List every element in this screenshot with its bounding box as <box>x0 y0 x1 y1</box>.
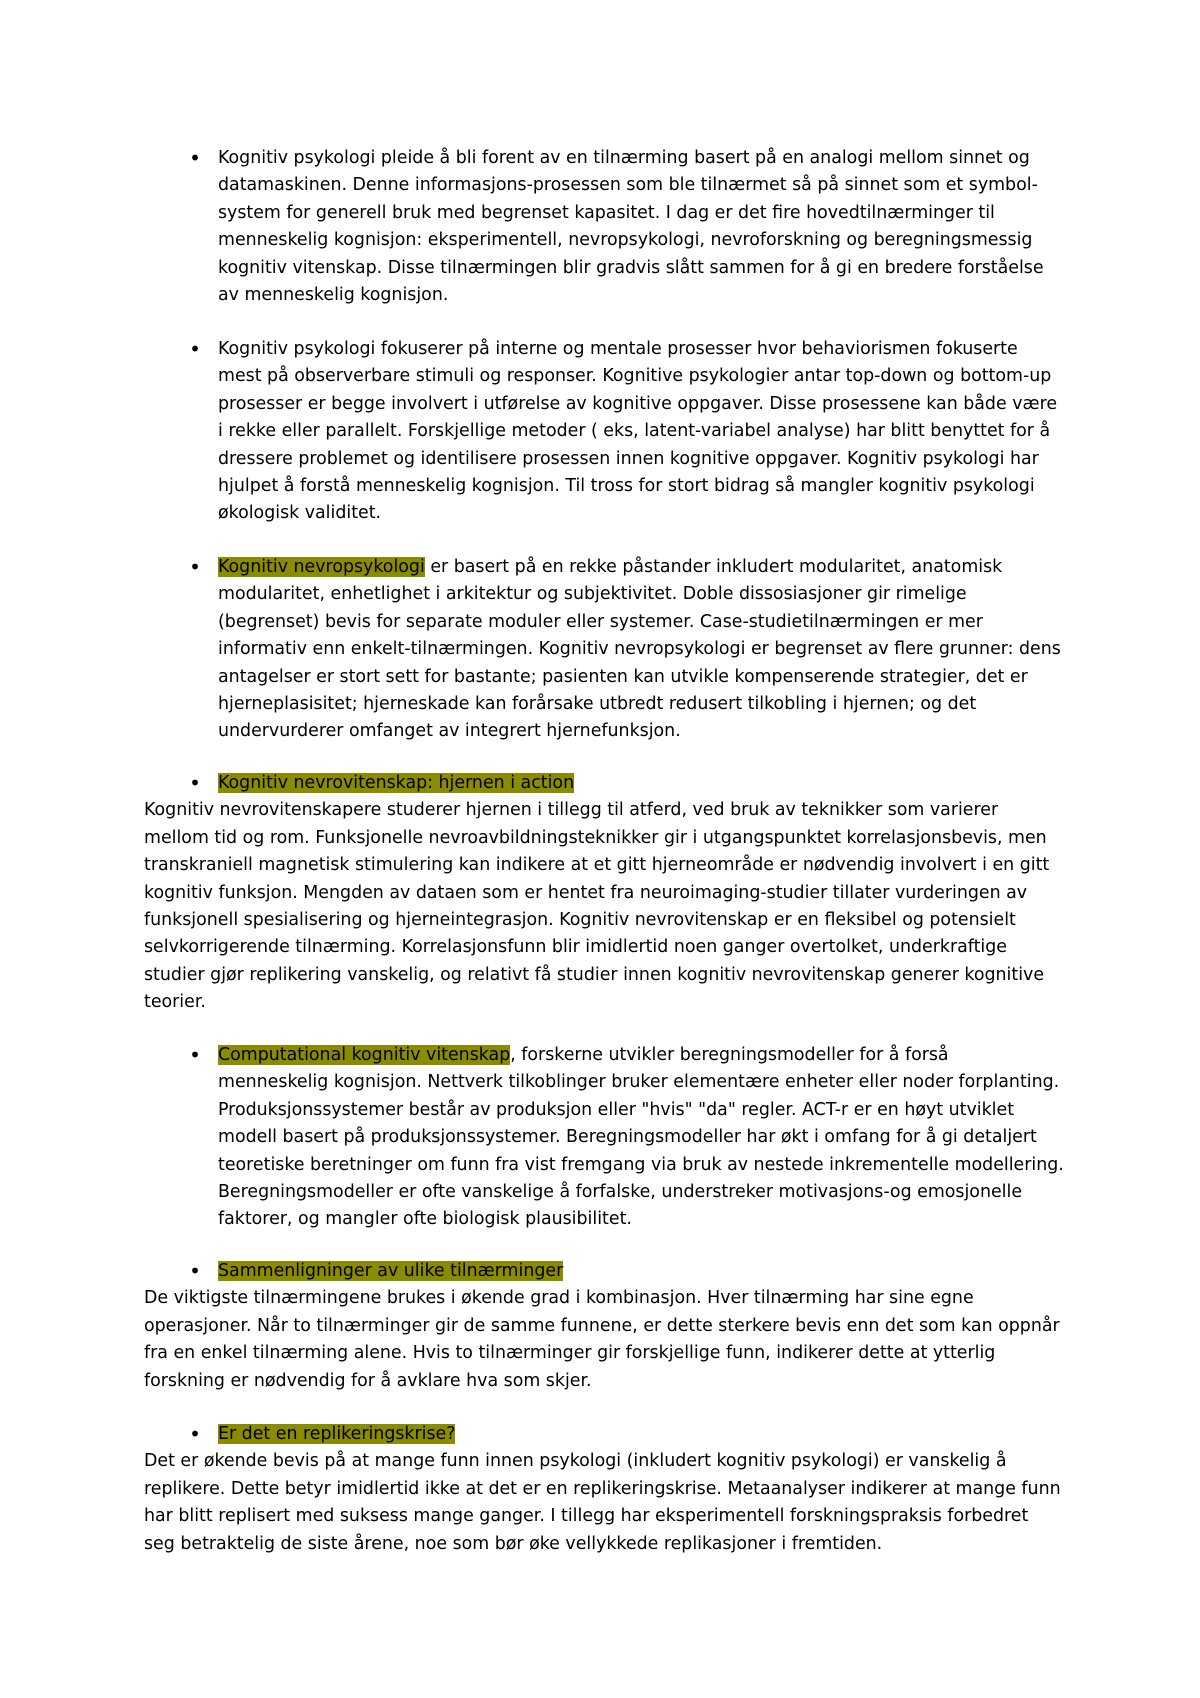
section-cognitive-neuropsychology <box>144 554 1064 746</box>
list-item-heading <box>144 1421 1064 1448</box>
paragraph-text: Kognitiv nevrovitenskapere studerer hjernen i tillegg til atferd, ved bruk av teknikker som varierer mellom tid og rom. Funksjonelle nevroavbildningsteknikker gir i utgangspunktet korrelasjonsbevis, men transkraniell magnetisk stimulering kan indikere at et gitt hjerneområde er nødvendig involvert i en gitt kognitiv funksjon. Mengden av dataen som er hentet fra neuroimaging-studier tillater vurderingen av funksjonell spesialisering og hjerneintegrasjon. Kognitiv nevrovitenskap er en fleksibel og potensielt selvkorrigerende tilnærming. Korrelasjonsfunn blir imidlertid noen ganger overtolket, underkraftige studier gjør replikering vanskelig, og relativt få studier innen kognitiv nevrovitenskap generer kognitive teorier. <box>144 800 1050 1013</box>
section-comparisons <box>144 1258 1064 1395</box>
paragraph-text: er basert på en rekke påstander inkludert modularitet, anatomisk modularitet, enhetlighet i arkitektur og subjektivitet. Doble dissosiasjoner gir rimelige (begrenset) bevis for separate moduler eller systemer. Case-studietilnærmingen er mer informativ enn enkelt-tilnærmingen. Kognitiv nevropsykologi er begrenset av flere grunner: dens antagelser er stort sett for bastante; pasienten kan utvikle kompenserende strategier, det er hjerneplasisitet; hjerneskade kan forårsake utbredt redusert tilkobling i hjernen; og det undervurderer omfanget av integrert hjernefunksjon. <box>218 557 1061 742</box>
list-item <box>144 554 1064 746</box>
section-heading: Er det en replikeringskrise? <box>218 1424 456 1444</box>
bullet-icon: • <box>189 771 201 795</box>
list-item <box>144 145 1064 309</box>
section-heading: Kognitiv nevrovitenskap: hjernen i action <box>218 773 575 793</box>
list-item-heading <box>144 770 1064 797</box>
section-computational-cognitive-science <box>144 1042 1064 1234</box>
highlighted-term: Computational kognitiv vitenskap <box>218 1045 511 1065</box>
bullet-icon: • <box>189 146 201 170</box>
paragraph-text: De viktigste tilnærmingene brukes i økende grad i kombinasjon. Hver tilnærming har sine egne operasjoner. Når to tilnærminger gir de samme funnene, er dette sterkere bevis enn det som kan oppnår fra en enkel tilnærming alene. Hvis to tilnærminger gir forskjellige funn, indikerer dette at ytterlig forskning er nødvendig for å avklare hva som skjer. <box>144 1288 1060 1391</box>
paragraph-text: Det er økende bevis på at mange funn innen psykologi (inkludert kognitiv psykologi) er vanskelig å replikere. Dette betyr imidlertid ikke at det er en replikeringskrise. Metaanalyser indikerer at mange funn har blitt replisert med suksess mange ganger. I tillegg har eksperimentell forskningspraksis forbedret seg betraktelig de siste årene, noe som bør øke vellykkede replikasjoner i fremtiden. <box>144 1451 1061 1554</box>
paragraph-text: Kognitiv psykologi fokuserer på interne og mentale prosesser hvor behaviorismen fokuserte mest på observerbare stimuli og responser. Kognitive psykologier antar top-down og bottom-up prosesser er begge involvert i utførelse av kognitive oppgaver. Disse prosessene kan både være i rekke eller parallelt. Forskjellige metoder ( eks, latent-variabel analyse) har blitt benyttet for å dressere problemet og identilisere prosessen innen kognitive oppgaver. Kognitiv psykologi har hjulpet å forstå menneskelig kognisjon. Til tross for stort bidrag så mangler kognitiv psykologi økologisk validitet. <box>218 339 1058 524</box>
section-replication-crisis <box>144 1421 1064 1558</box>
section-cognitive-neuroscience <box>144 770 1064 1017</box>
section-cognitive-psychology-intro <box>144 145 1064 309</box>
list-item <box>144 1042 1064 1234</box>
section-heading: Sammenligninger av ulike tilnærminger <box>218 1261 564 1281</box>
list-item-heading <box>144 1258 1064 1285</box>
bullet-icon: • <box>189 1043 201 1067</box>
bullet-icon: • <box>189 337 201 361</box>
bullet-icon: • <box>189 1422 201 1446</box>
paragraph-text: Kognitiv psykologi pleide å bli forent av en tilnærming basert på en analogi mellom sinnet og datamaskinen. Denne informasjons-prosessen som ble tilnærmet så på sinnet som et symbol-system for generell bruk med begrenset kapasitet. I dag er det fire hovedtilnærminger til menneskelig kognisjon: eksperimentell, nevropsykologi, nevroforskning og beregningsmessig kognitiv vitenskap. Disse tilnærmingen blir gradvis slått sammen for å gi en bredere forståelse av menneskelig kognisjon. <box>218 148 1044 306</box>
list-item <box>144 336 1064 528</box>
section-internal-processes <box>144 336 1064 528</box>
bullet-icon: • <box>189 555 201 579</box>
highlighted-term: Kognitiv nevropsykologi <box>218 557 425 577</box>
paragraph-text: , forskerne utvikler beregningsmodeller for å forså menneskelig kognisjon. Nettverk tilkoblinger bruker elementære enheter eller noder forplanting. Produksjonssystemer består av produksjon eller "hvis" "da" regler. ACT-r er en høyt utviklet modell basert på produksjonssystemer. Beregningsmodeller har økt i omfang for å gi detaljert teoretiske beretninger om funn fra vist fremgang via bruk av nestede inkrementelle modellering. Beregningsmodeller er ofte vanskelige å forfalske, understreker motivasjons-og emosjonelle faktorer, og mangler ofte biologisk plausibilitet. <box>218 1045 1064 1230</box>
bullet-icon: • <box>189 1259 201 1283</box>
